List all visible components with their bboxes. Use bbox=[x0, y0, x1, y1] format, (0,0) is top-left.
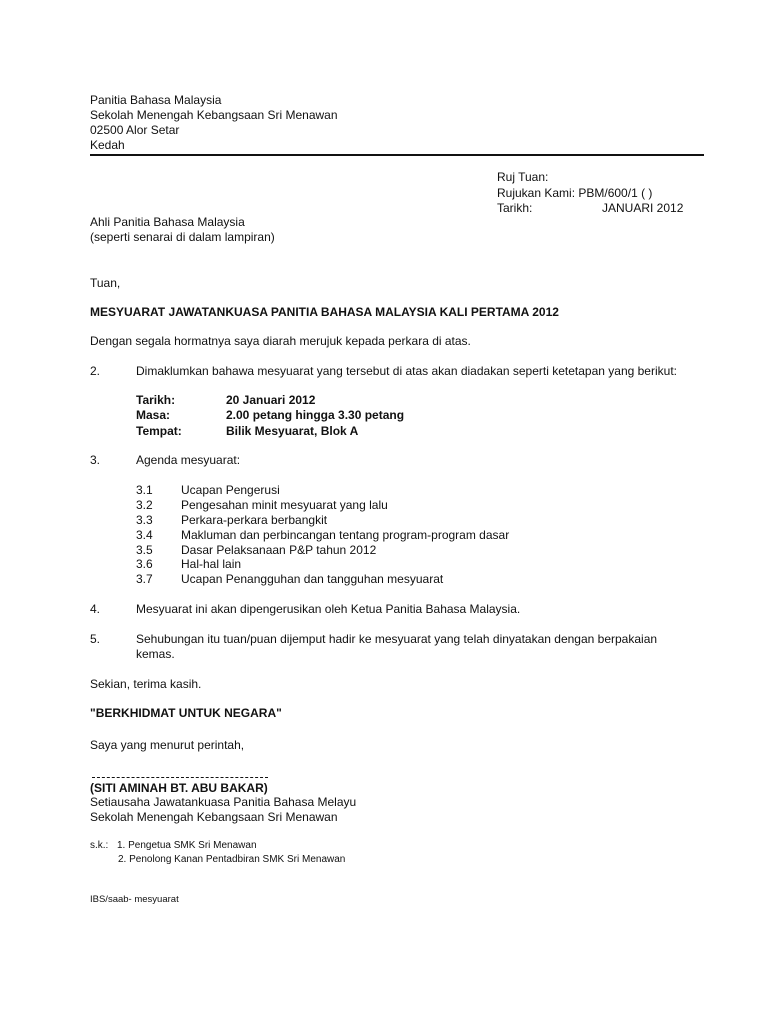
sender-line-1: Panitia Bahasa Malaysia bbox=[90, 93, 222, 107]
obey-line: Saya yang menurut perintah, bbox=[90, 738, 245, 752]
detail-label-place: Tempat: bbox=[136, 424, 182, 438]
motto: "BERKHIDMAT UNTUK NEGARA" bbox=[90, 706, 282, 720]
file-reference: IBS/saab- mesyuarat bbox=[90, 894, 179, 905]
detail-value-time: 2.00 petang hingga 3.30 petang bbox=[226, 408, 405, 422]
para-4-number: 4. bbox=[90, 602, 101, 616]
detail-label-time: Masa: bbox=[136, 408, 171, 422]
ref-ruj-tuan: Ruj Tuan: bbox=[497, 170, 549, 184]
letter-subject: MESYUARAT JAWATANKUASA PANITIA BAHASA MALAYSIA KALI PERTAMA 2012 bbox=[90, 305, 559, 319]
agenda-item-number: 3.4 bbox=[136, 528, 153, 542]
agenda-item-text: Dasar Pelaksanaan P&P tahun 2012 bbox=[181, 543, 377, 557]
agenda-item-text: Perkara-perkara berbangkit bbox=[181, 513, 328, 527]
recipient-line-2: (seperti senarai di dalam lampiran) bbox=[90, 230, 275, 244]
para-2-text: Dimaklumkan bahawa mesyuarat yang tersebut di atas akan diadakan seperti ketetapan yang berikut: bbox=[136, 364, 677, 378]
signatory-title: Setiausaha Jawatankuasa Panitia Bahasa Melayu bbox=[90, 795, 357, 809]
agenda-item-number: 3.1 bbox=[136, 483, 153, 497]
agenda-item-text: Hal-hal lain bbox=[181, 557, 242, 571]
recipient-line-1: Ahli Panitia Bahasa Malaysia bbox=[90, 215, 245, 229]
agenda-item-number: 3.3 bbox=[136, 513, 153, 527]
agenda-item-number: 3.7 bbox=[136, 572, 153, 586]
agenda-item-text: Makluman dan perbincangan tentang program-program dasar bbox=[181, 528, 510, 542]
agenda-item-number: 3.6 bbox=[136, 557, 153, 571]
sk-item-2: 2. Penolong Kanan Pentadbiran SMK Sri Menawan bbox=[118, 854, 346, 865]
opening-paragraph: Dengan segala hormatnya saya diarah merujuk kepada perkara di atas. bbox=[90, 334, 471, 348]
para-2-number: 2. bbox=[90, 364, 101, 378]
signature-line bbox=[92, 777, 268, 778]
ref-rujukan-kami: Rujukan Kami: PBM/600/1 ( ) bbox=[497, 186, 653, 200]
salutation: Tuan, bbox=[90, 276, 121, 290]
signatory-school: Sekolah Menengah Kebangsaan Sri Menawan bbox=[90, 810, 338, 824]
sender-line-3: 02500 Alor Setar bbox=[90, 123, 180, 137]
closing-line: Sekian, terima kasih. bbox=[90, 677, 202, 691]
agenda-item-number: 3.5 bbox=[136, 543, 153, 557]
para-5-number: 5. bbox=[90, 632, 101, 646]
detail-value-place: Bilik Mesyuarat, Blok A bbox=[226, 424, 359, 438]
sender-line-2: Sekolah Menengah Kebangsaan Sri Menawan bbox=[90, 108, 338, 122]
ref-tarikh-value: JANUARI 2012 bbox=[602, 201, 684, 215]
para-3-text: Agenda mesyuarat: bbox=[136, 453, 241, 467]
para-5-text-line-2: kemas. bbox=[136, 647, 175, 661]
agenda-item-number: 3.2 bbox=[136, 498, 153, 512]
para-3-number: 3. bbox=[90, 453, 101, 467]
sender-line-4: Kedah bbox=[90, 138, 125, 152]
detail-value-date: 20 Januari 2012 bbox=[226, 393, 316, 407]
sk-item-1: 1. Pengetua SMK Sri Menawan bbox=[117, 840, 257, 851]
para-5-text-line-1: Sehubungan itu tuan/puan dijemput hadir ke mesyuarat yang telah dinyatakan dengan berpakaian bbox=[136, 632, 658, 646]
ref-tarikh-label: Tarikh: bbox=[497, 201, 533, 215]
sk-label: s.k.: bbox=[90, 840, 109, 851]
detail-label-date: Tarikh: bbox=[136, 393, 176, 407]
agenda-item-text: Ucapan Penangguhan dan tangguhan mesyuarat bbox=[181, 572, 444, 586]
para-4-text: Mesyuarat ini akan dipengerusikan oleh Ketua Panitia Bahasa Malaysia. bbox=[136, 602, 521, 616]
signatory-name: (SITI AMINAH BT. ABU BAKAR) bbox=[90, 781, 268, 795]
agenda-item-text: Pengesahan minit mesyuarat yang lalu bbox=[181, 498, 388, 512]
header-divider bbox=[90, 154, 704, 156]
agenda-item-text: Ucapan Pengerusi bbox=[181, 483, 280, 497]
